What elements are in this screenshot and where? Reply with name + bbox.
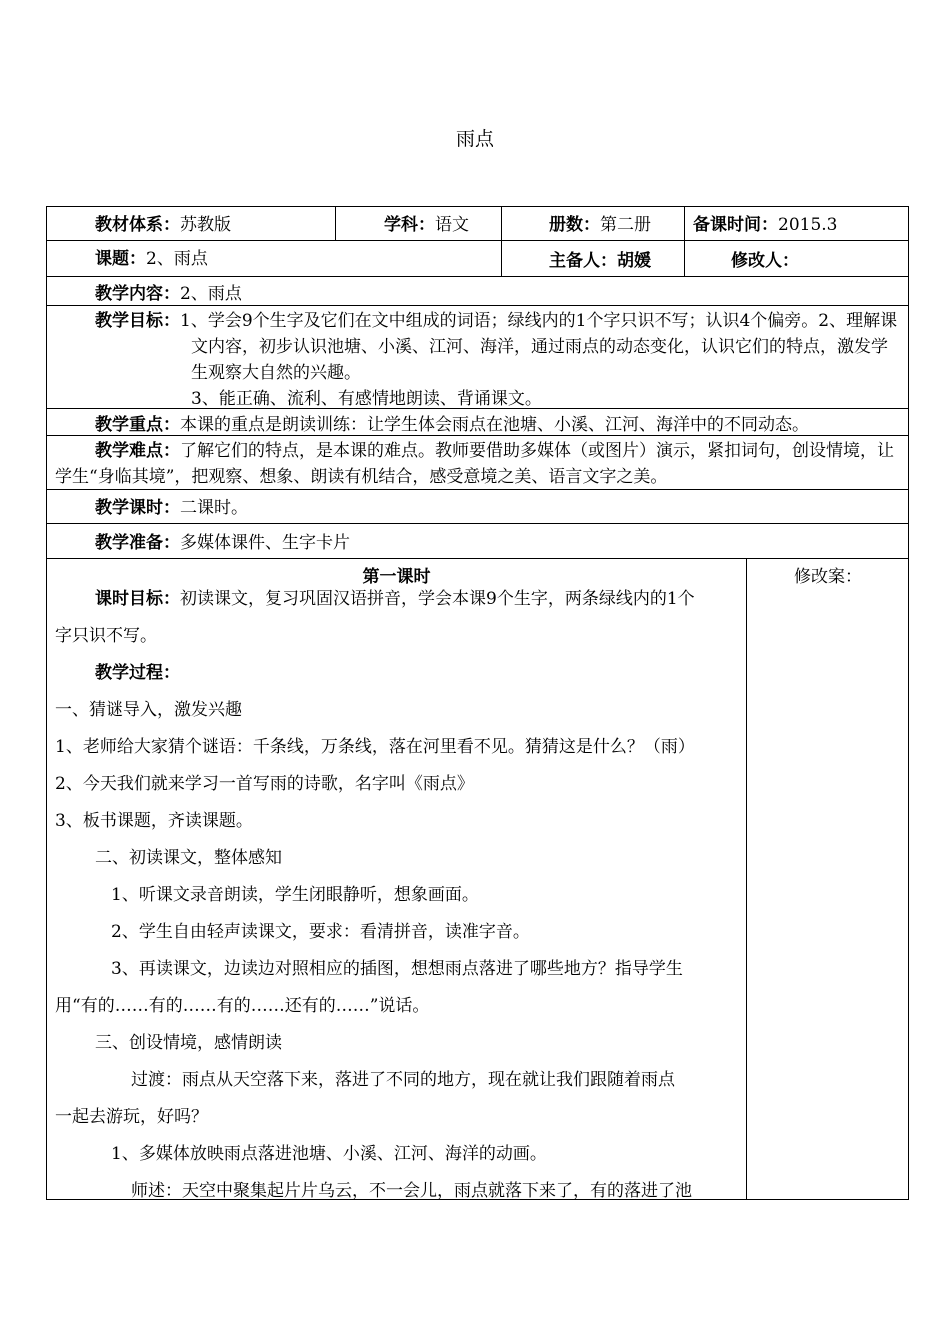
content-label: 教学内容： bbox=[95, 284, 180, 304]
revision-label: 修改案： bbox=[794, 567, 862, 587]
key-point-value: 本课的重点是朗读训练：让学生体会雨点在池塘、小溪、江河、海洋中的不同动态。 bbox=[180, 415, 809, 435]
volume-value: 第二册 bbox=[600, 215, 651, 235]
section-3-item-1: 1、多媒体放映雨点落进池塘、小溪、江河、海洋的动画。 bbox=[111, 1144, 547, 1164]
subject-label: 学科： bbox=[384, 215, 435, 235]
section-2-item-1: 1、听课文录音朗读，学生闭眼静听，想象画面。 bbox=[111, 885, 479, 905]
hours-label: 教学课时： bbox=[95, 498, 180, 518]
section-2-title: 二、初读课文，整体感知 bbox=[95, 848, 282, 868]
goals-block bbox=[47, 306, 908, 412]
key-point-row bbox=[46, 409, 909, 436]
main-preparer-value: 胡媛 bbox=[617, 251, 651, 271]
section-2-item-3-line-1: 3、再读课文，边读边对照相应的插图，想想雨点落进了哪些地方？指导学生 bbox=[111, 959, 683, 979]
reviser-label: 修改人： bbox=[731, 251, 799, 271]
document-title: 雨点 bbox=[455, 128, 494, 150]
difficulty-block bbox=[47, 436, 908, 490]
goals-label: 教学目标： bbox=[95, 311, 180, 331]
prep-time-label: 备课时间： bbox=[693, 215, 778, 235]
subject-cell bbox=[384, 207, 469, 240]
content-row bbox=[46, 277, 909, 306]
topic-cell bbox=[95, 241, 208, 276]
lesson-plan-table bbox=[46, 206, 909, 1200]
volume-label: 册数： bbox=[549, 215, 600, 235]
header-row-1 bbox=[46, 206, 909, 241]
hours-value: 二课时。 bbox=[180, 498, 248, 518]
lesson-heading: 第一课时 bbox=[362, 567, 431, 587]
section-3-item-2: 师述：天空中聚集起片片乌云，不一会儿，雨点就落下来了，有的落进了池 bbox=[131, 1181, 692, 1201]
key-point-label: 教学重点： bbox=[95, 415, 180, 435]
prep-time-value: 2015.3 bbox=[778, 215, 838, 235]
prep-label: 教学准备： bbox=[95, 533, 180, 553]
volume-cell bbox=[549, 207, 651, 240]
content-value: 2、雨点 bbox=[180, 284, 242, 304]
difficulty-row bbox=[46, 436, 909, 490]
section-1-title: 一、猜谜导入，激发兴趣 bbox=[55, 700, 242, 720]
transition-line-1: 过渡：雨点从天空落下来，落进了不同的地方，现在就让我们跟随着雨点 bbox=[131, 1070, 675, 1090]
header-row-2 bbox=[46, 241, 909, 277]
main-preparer-label: 主备人： bbox=[549, 251, 617, 271]
textbook-cell bbox=[95, 207, 231, 240]
goals-line-2: 3、能正确、流利、有感情地朗读、背诵课文。 bbox=[191, 389, 542, 409]
process-label: 教学过程： bbox=[95, 663, 180, 683]
section-3-title: 三、创设情境，感情朗读 bbox=[95, 1033, 282, 1053]
lesson-goal-line-2: 字只识不写。 bbox=[55, 626, 157, 646]
transition-line-2: 一起去游玩，好吗？ bbox=[55, 1107, 208, 1127]
section-2-item-3-line-2: 用“有的……有的……有的……还有的……”说话。 bbox=[55, 996, 430, 1016]
textbook-label: 教材体系： bbox=[95, 215, 180, 235]
goals-line-1: 1、学会9个生字及它们在文中组成的词语；绿线内的1个字只识不写；认识4个偏旁。2、理解课文内容，初步认识池塘、小溪、江河、海洋，通过雨点的动态变化，认识它们的特点，激发学生观察大自然的兴趣。 bbox=[180, 311, 898, 383]
prep-row bbox=[46, 524, 909, 559]
section-1-item-3: 3、板书课题，齐读课题。 bbox=[55, 811, 253, 831]
hours-row bbox=[46, 490, 909, 524]
topic-label: 课题： bbox=[95, 249, 146, 269]
prep-time-cell bbox=[693, 207, 837, 240]
goals-row bbox=[46, 306, 909, 409]
textbook-value: 苏教版 bbox=[180, 215, 231, 235]
section-2-item-2: 2、学生自由轻声读课文，要求：看清拼音，读准字音。 bbox=[111, 922, 530, 942]
section-1-item-1: 1、老师给大家猜个谜语：千条线，万条线，落在河里看不见。猜猜这是什么？（雨） bbox=[55, 737, 695, 757]
lesson-row bbox=[46, 559, 909, 1200]
subject-value: 语文 bbox=[435, 215, 469, 235]
difficulty-label: 教学难点： bbox=[95, 441, 180, 461]
prep-value: 多媒体课件、生字卡片 bbox=[180, 533, 350, 553]
difficulty-value: 了解它们的特点，是本课的难点。教师要借助多媒体（或图片）演示，紧扣词句，创设情境，让学生“身临其境”，把观察、想象、朗读有机结合，感受意境之美、语言文字之美。 bbox=[55, 441, 894, 487]
main-preparer-cell bbox=[549, 241, 651, 276]
section-1-item-2: 2、今天我们就来学习一首写雨的诗歌，名字叫《雨点》 bbox=[55, 774, 474, 794]
reviser-cell bbox=[731, 241, 799, 276]
lesson-goal-line-1: 课时目标：初读课文，复习巩固汉语拼音，学会本课9个生字，两条绿线内的1个 bbox=[95, 589, 695, 609]
topic-value: 2、雨点 bbox=[146, 249, 208, 269]
